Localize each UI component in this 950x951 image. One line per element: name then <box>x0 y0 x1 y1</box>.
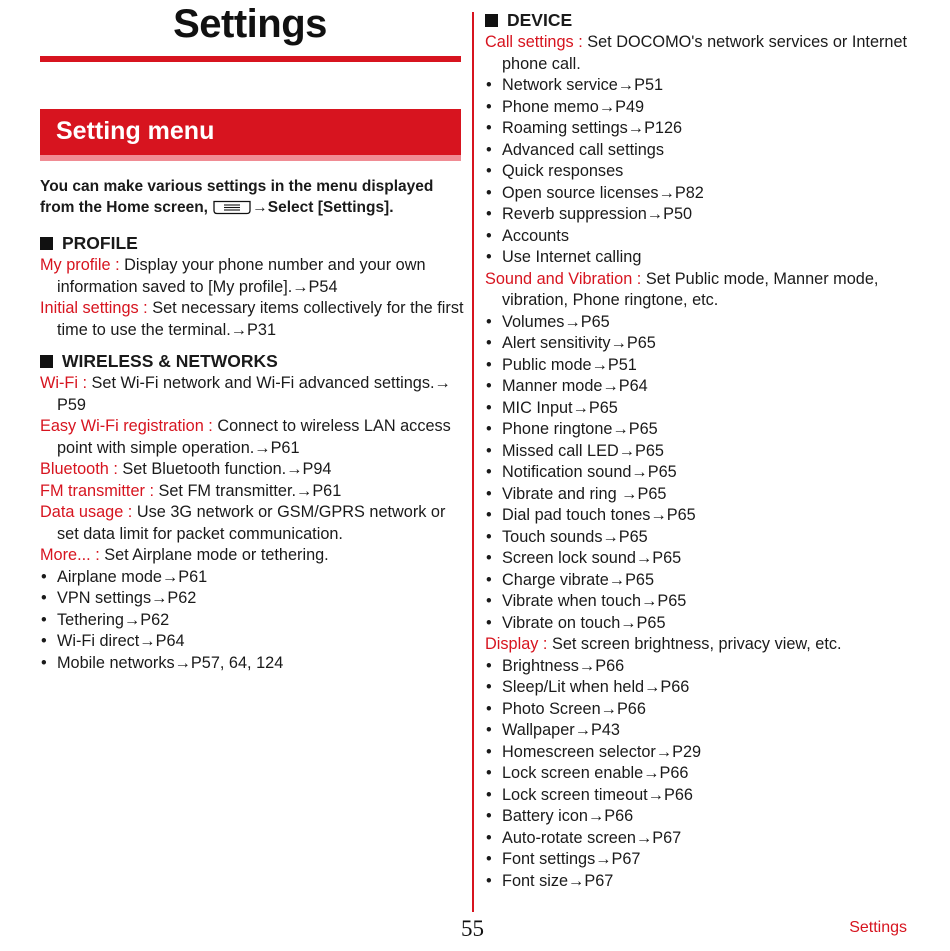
profile-heading-text: PROFILE <box>62 233 138 253</box>
device-heading-text: DEVICE <box>507 10 573 30</box>
setting-description: Set Wi-Fi network and Wi-Fi advanced settings.→ P59 <box>57 374 451 414</box>
intro-text <box>40 176 465 218</box>
setting-entry <box>40 502 465 545</box>
setting-description: Set DOCOMO's network services or Internet phone call. <box>502 33 908 73</box>
list-item: • Notification sound→P65 <box>485 462 915 484</box>
setting-description: Set Airplane mode or tethering. <box>104 546 329 564</box>
right-column <box>485 8 915 892</box>
list-item: • Charge vibrate→P65 <box>485 570 915 592</box>
setting-description: Set necessary items collectively for the first time to use the terminal.→P31 <box>57 299 464 339</box>
page-title: Settings <box>173 2 327 46</box>
list-item: • Public mode→P51 <box>485 355 915 377</box>
wireless-entries <box>40 373 465 567</box>
setting-entry <box>40 481 465 503</box>
list-item: • Roaming settings→P126 <box>485 118 915 140</box>
list-item: • Volumes→P65 <box>485 312 915 334</box>
list-item: • Quick responses <box>485 161 915 183</box>
list-item: • Auto-rotate screen→P67 <box>485 828 915 850</box>
setting-entry <box>40 255 465 298</box>
setting-description: Use 3G network or GSM/GPRS network or set data limit for packet communication. <box>57 503 446 543</box>
list-item: • Homescreen selector→P29 <box>485 742 915 764</box>
setting-entry <box>40 459 465 481</box>
setting-label: Sound and Vibration : <box>485 269 646 288</box>
list-item: • Open source licenses→P82 <box>485 183 915 205</box>
wireless-heading <box>40 349 465 373</box>
column-divider <box>472 12 474 912</box>
square-icon <box>40 237 53 250</box>
setting-entry <box>485 32 915 75</box>
setting-label: Display : <box>485 635 552 653</box>
list-item: • Dial pad touch tones→P65 <box>485 505 915 527</box>
setting-description: Connect to wireless LAN access point with simple operation.→P61 <box>57 417 451 457</box>
list-item: • Reverb suppression→P50 <box>485 204 915 226</box>
list-item: • VPN settings→P62 <box>40 588 465 610</box>
setting-label: Easy Wi-Fi registration : <box>40 417 218 435</box>
list-item: • Photo Screen→P66 <box>485 699 915 721</box>
list-item: • Vibrate when touch→P65 <box>485 591 915 613</box>
left-column <box>40 231 465 674</box>
setting-entry <box>485 269 915 312</box>
wireless-bullets <box>40 567 465 675</box>
setting-description: Set FM transmitter.→P61 <box>158 481 342 500</box>
list-item: • Vibrate on touch→P65 <box>485 613 915 635</box>
list-item: • Missed call LED→P65 <box>485 441 915 463</box>
list-item: • Touch sounds→P65 <box>485 527 915 549</box>
list-item: • Airplane mode→P61 <box>40 567 465 589</box>
device-heading <box>485 8 915 32</box>
setting-label: Wi-Fi : <box>40 374 92 392</box>
list-item: • Wallpaper→P43 <box>485 720 915 742</box>
list-item: • Phone ringtone→P65 <box>485 419 915 441</box>
setting-entry <box>40 545 465 567</box>
list-item: • Use Internet calling <box>485 247 915 269</box>
list-item: • Vibrate and ring →P65 <box>485 484 915 506</box>
setting-label: More... : <box>40 546 105 564</box>
list-item: • Battery icon→P66 <box>485 806 915 828</box>
setting-label: Initial settings : <box>40 299 153 317</box>
list-item: • Lock screen enable→P66 <box>485 763 915 785</box>
setting-entry <box>40 416 465 459</box>
setting-description: Set screen brightness, privacy view, etc. <box>551 635 842 653</box>
list-item: • Mobile networks→P57, 64, 124 <box>40 653 465 675</box>
setting-label: FM transmitter : <box>40 481 159 500</box>
setting-description: Display your phone number and your own information saved to [My profile].→P54 <box>57 256 426 296</box>
intro-text-start: You can make various settings in the menu displayed from the Home screen, <box>40 178 434 216</box>
call-settings-group <box>485 32 915 269</box>
list-item: • Manner mode→P64 <box>485 376 915 398</box>
square-icon <box>40 355 53 368</box>
setting-entry <box>485 634 915 656</box>
setting-entry <box>40 373 465 416</box>
arrow-icon: → <box>252 199 268 216</box>
list-item: • Advanced call settings <box>485 140 915 162</box>
section-banner: Setting menu <box>40 109 461 161</box>
menu-key-icon <box>212 200 252 215</box>
list-item: • Font settings→P67 <box>485 849 915 871</box>
profile-entries <box>40 255 465 341</box>
setting-entry <box>40 298 465 341</box>
setting-label: Bluetooth : <box>40 460 123 478</box>
list-item: • Wi-Fi direct→P64 <box>40 631 465 653</box>
intro-text-end: Select [Settings]. <box>267 199 394 216</box>
profile-heading <box>40 231 465 255</box>
setting-label: Call settings : <box>485 33 588 51</box>
setting-label: My profile : <box>40 256 125 274</box>
list-item: • MIC Input→P65 <box>485 398 915 420</box>
footer-section-label: Settings <box>849 919 907 936</box>
list-item: • Network service→P51 <box>485 75 915 97</box>
display-group <box>485 634 915 892</box>
title-rule <box>40 56 461 62</box>
list-item: • Font size→P67 <box>485 871 915 893</box>
list-item: • Lock screen timeout→P66 <box>485 785 915 807</box>
list-item: • Phone memo→P49 <box>485 97 915 119</box>
sound-vibration-group <box>485 269 915 635</box>
setting-description: Set Bluetooth function.→P94 <box>122 460 332 478</box>
list-item: • Accounts <box>485 226 915 248</box>
list-item: • Sleep/Lit when held→P66 <box>485 677 915 699</box>
setting-label: Data usage : <box>40 503 137 521</box>
setting-description: Set Public mode, Manner mode, vibration, Phone ringtone, etc. <box>502 269 879 309</box>
list-item: • Screen lock sound→P65 <box>485 548 915 570</box>
page-number: 55 <box>461 916 484 941</box>
list-item: • Brightness→P66 <box>485 656 915 678</box>
square-icon <box>485 14 498 27</box>
wireless-heading-text: WIRELESS & NETWORKS <box>62 351 278 371</box>
list-item: • Tethering→P62 <box>40 610 465 632</box>
list-item: • Alert sensitivity→P65 <box>485 333 915 355</box>
